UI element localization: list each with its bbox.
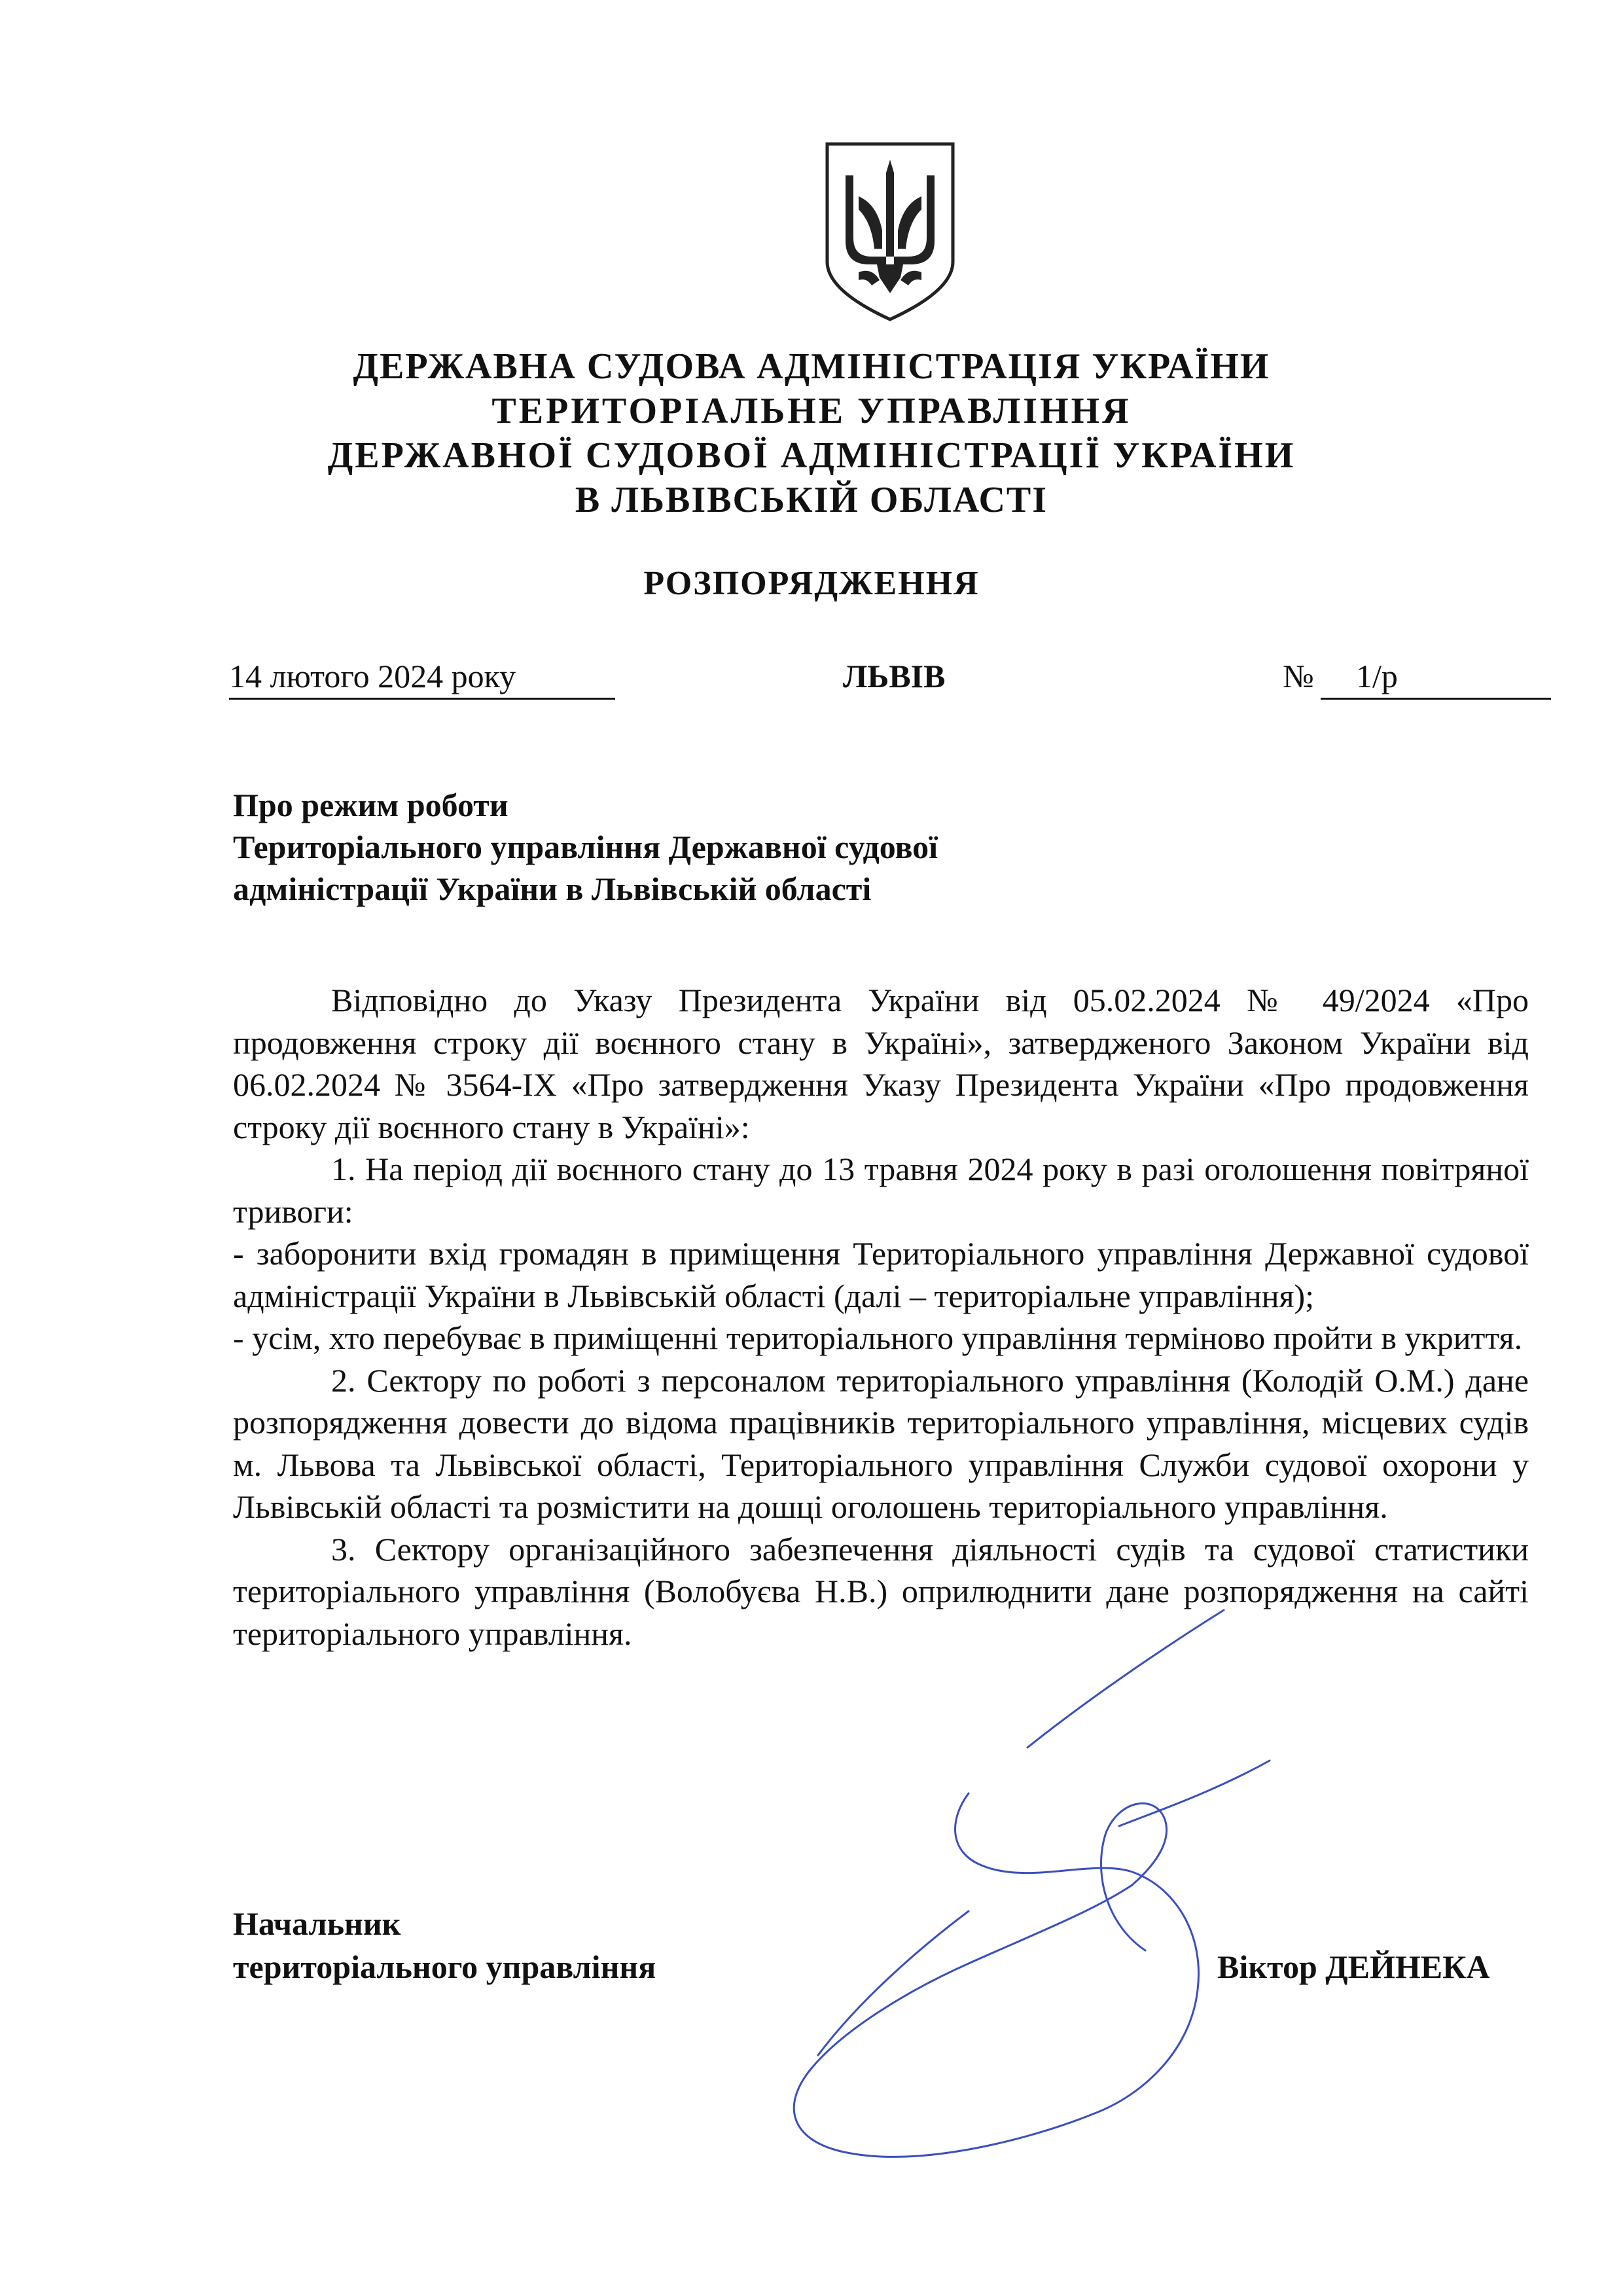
document-number: 1/р <box>1321 657 1551 700</box>
issuer-line-4: В ЛЬВІВСЬКІЙ ОБЛАСТІ <box>575 480 1048 520</box>
signatory-position <box>233 1902 656 1988</box>
item-3-paragraph: 3. Сектору організаційного забезпечення діяльності судів та судової статистики територіального управління (Волобуєва Н.В.) оприлюднити дане розпорядження на сайті територіального управління. <box>233 1530 1529 1652</box>
signatory-name: Віктор ДЕЙНЕКА <box>1217 1948 1490 1985</box>
item-2-paragraph: 2. Сектору по роботі з персоналом територіального управління (Колодій О.М.) дане розпорядження довести до відома працівників територіального управління, місцевих судів м. Львова та Львівської області, Територіального управління Служби судової охорони у Львівській області та розмістити на дошці оголошень територіального управління. <box>233 1361 1529 1525</box>
coat-of-arms-icon <box>819 136 961 325</box>
document-number-label: № <box>1283 658 1314 694</box>
document-date: 14 лютого 2024 року <box>229 657 615 700</box>
preamble-paragraph: Відповідно до Указу Президента України від 05.02.2024 № 49/2024 «Про продовження строку дії воєнного стану в Україні», затвердженого Законом України від 06.02.2024 № 3564-IX «Про затвердження Указу Президента України «Про продовження строку дії воєнного стану в Україні»: <box>233 982 1529 1145</box>
position-line-1: Начальник <box>233 1905 401 1942</box>
subject-line-1: Про режим роботи <box>233 787 508 823</box>
item-1b-paragraph: - усім, хто перебуває в приміщенні територіального управління терміново пройти в укриття. <box>233 1319 1523 1356</box>
issuer-line-3: ДЕРЖАВНОЇ СУДОВОЇ АДМІНІСТРАЦІЇ УКРАЇНИ <box>327 435 1296 476</box>
subject-line-2: Територіального управління Державної судової <box>233 829 938 865</box>
document-type: РОЗПОРЯДЖЕННЯ <box>643 565 980 602</box>
subject-line-3: адміністрації України в Львівській області <box>233 870 872 907</box>
item-1-paragraph: 1. На період дії воєнного стану до 13 травня 2024 року в разі оголошення повітряної тривоги: <box>233 1151 1529 1230</box>
item-1a-paragraph: - заборонити вхід громадян в приміщення Територіального управління Державної судової адміністрації України в Львівській області (далі – територіальне управління); <box>233 1235 1529 1314</box>
position-line-2: територіального управління <box>233 1948 656 1985</box>
handwritten-signature <box>753 1597 1407 2186</box>
document-body <box>233 979 1529 1655</box>
issuer-line-2: ТЕРИТОРІАЛЬНЕ УПРАВЛІННЯ <box>491 391 1132 431</box>
document-subject <box>233 784 938 910</box>
document-city: ЛЬВІВ <box>843 658 946 694</box>
issuer-line-1: ДЕРЖАВНА СУДОВА АДМІНІСТРАЦІЯ УКРАЇНИ <box>353 346 1270 387</box>
